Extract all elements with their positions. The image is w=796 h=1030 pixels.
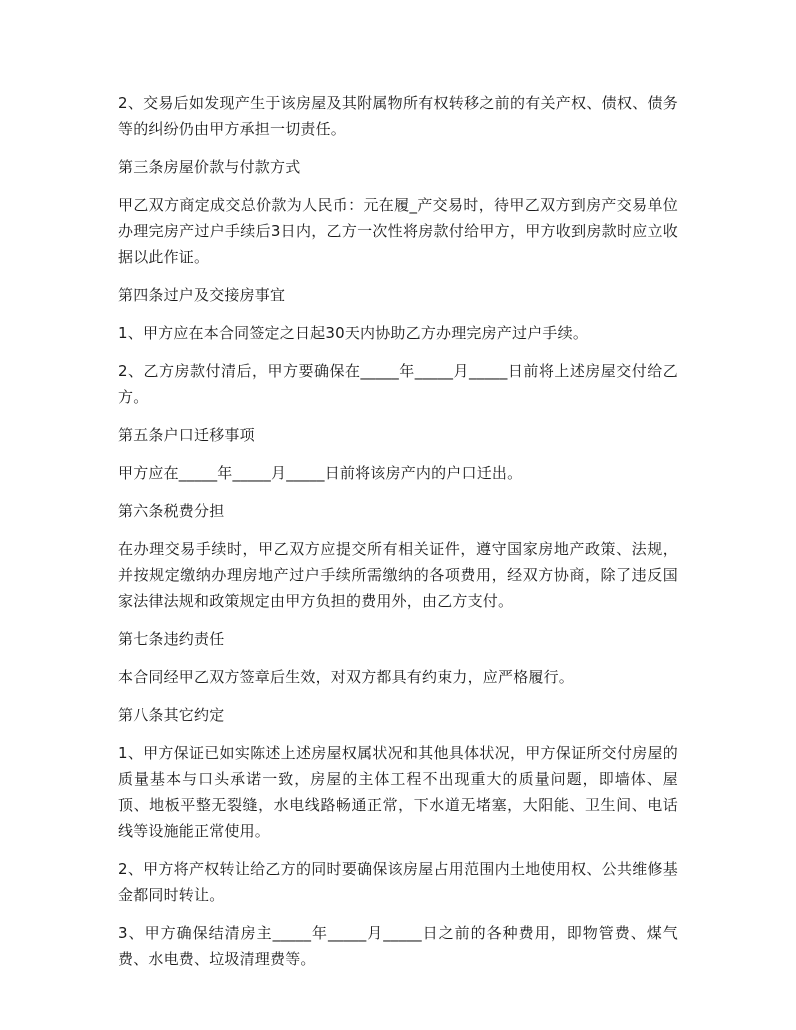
article-heading: 第五条户口迁移事项 [118,426,255,444]
document-page [118,90,678,984]
article-heading: 第四条过户及交接房事宜 [118,286,286,304]
clause-paragraph: 3、甲方确保结清房主_____年_____月_____日之前的各种费用，即物管费、煤气费、水电费、垃圾清理费等。 [118,924,678,968]
article-heading: 第三条房屋价款与付款方式 [118,158,301,176]
clause-paragraph: 本合同经甲乙双方签章后生效，对双方都具有约束力，应严格履行。 [118,668,575,686]
clause-paragraph: 甲乙双方商定成交总价款为人民币：元在履_产交易时，待甲乙双方到房产交易单位办理完房产过户手续后3日内，乙方一次性将房款付给甲方，甲方收到房款时应立收据以此作证。 [118,196,678,266]
clause-paragraph: 1、甲方保证已如实陈述上述房屋权属状况和其他具体状况，甲方保证所交付房屋的质量基本与口头承诺一致，房屋的主体工程不出现重大的质量问题，即墙体、屋顶、地板平整无裂缝，水电线路畅通正常，下水道无堵塞，大阳能、卫生间、电话线等设施能正常使用。 [118,744,678,840]
clause-paragraph: 2、甲方将产权转让给乙方的同时要确保该房屋占用范围内土地使用权、公共维修基金都同时转让。 [118,860,678,904]
clause-paragraph: 在办理交易手续时，甲乙双方应提交所有相关证件，遵守国家房地产政策、法规，并按规定缴纳办理房地产过户手续所需缴纳的各项费用，经双方协商，除了违反国家法律法规和政策规定由甲方负担的费用外，由乙方支付。 [118,540,678,610]
clause-paragraph: 1、甲方应在本合同签定之日起30天内协助乙方办理完房产过户手续。 [118,324,589,342]
article-heading: 第八条其它约定 [118,706,225,724]
article-heading: 第七条违约责任 [118,630,225,648]
article-heading: 第六条税费分担 [118,502,225,520]
clause-paragraph: 2、乙方房款付清后，甲方要确保在_____年_____月_____日前将上述房屋交付给乙方。 [118,362,678,406]
clause-paragraph: 2、交易后如发现产生于该房屋及其附属物所有权转移之前的有关产权、债权、债务等的纠纷仍由甲方承担一切责任。 [118,94,678,138]
clause-paragraph: 甲方应在_____年_____月_____日前将该房产内的户口迁出。 [118,464,523,482]
